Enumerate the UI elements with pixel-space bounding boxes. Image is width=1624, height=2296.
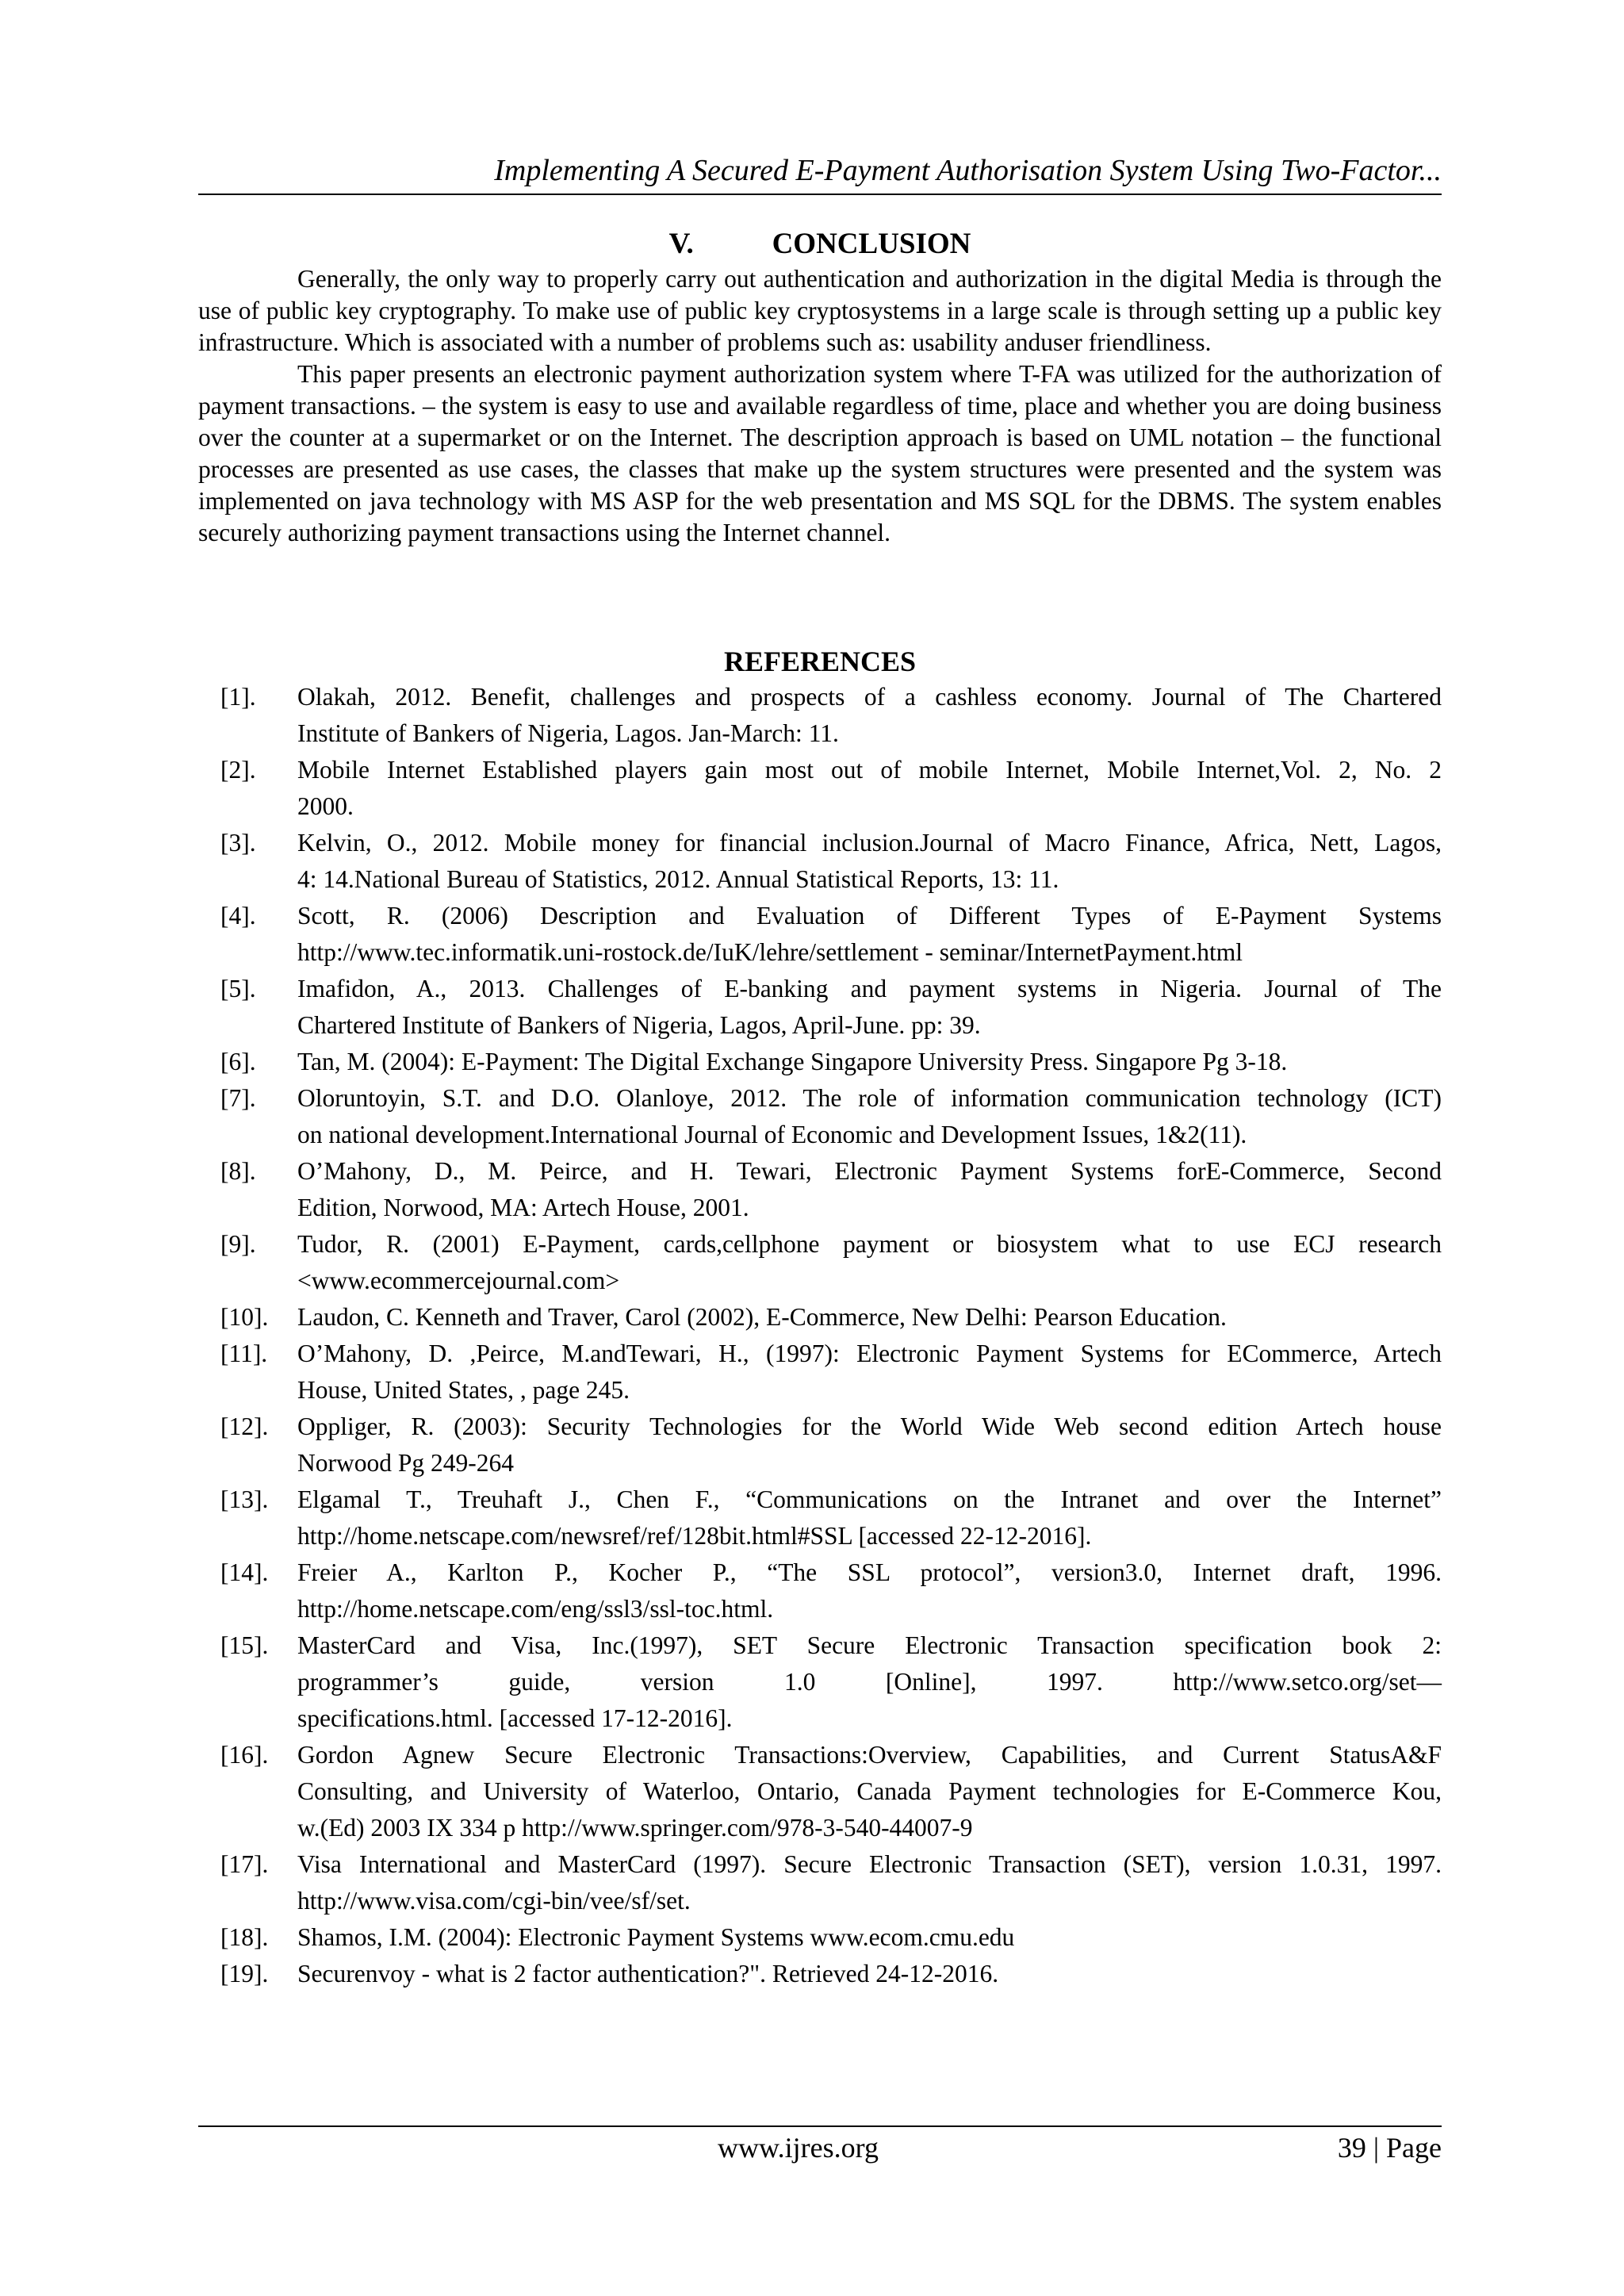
reference-text xyxy=(297,679,1442,752)
references-heading: REFERENCES xyxy=(723,646,917,677)
reference-line: Institute of Bankers of Nigeria, Lagos. Jan-March: 11. xyxy=(297,719,839,747)
reference-text xyxy=(297,898,1442,971)
reference-text xyxy=(297,1481,1442,1554)
reference-line: Securenvoy - what is 2 factor authentication?". Retrieved 24-12-2016. xyxy=(297,1960,999,1987)
reference-item xyxy=(198,679,1442,752)
section-heading-conclusion xyxy=(198,227,1442,262)
reference-item xyxy=(198,752,1442,825)
reference-text xyxy=(297,1226,1442,1299)
reference-item xyxy=(198,1080,1442,1153)
reference-item xyxy=(198,1481,1442,1554)
reference-item xyxy=(198,1299,1442,1336)
reference-line: Scott, R. (2006) Description and Evaluation of Different Types of E-Payment Systems xyxy=(297,902,1442,930)
reference-line: O’Mahony, D., M. Peirce, and H. Tewari, Electronic Payment Systems forE-Commerce, Second xyxy=(297,1157,1442,1185)
reference-text xyxy=(297,1919,1442,1956)
reference-number: [6]. xyxy=(220,1048,256,1075)
footer-rule xyxy=(198,2125,1442,2127)
reference-text xyxy=(297,1846,1442,1919)
reference-number: [17]. xyxy=(220,1850,269,1878)
reference-number: [12]. xyxy=(220,1412,269,1440)
reference-item xyxy=(198,825,1442,898)
reference-line: 2000. xyxy=(297,792,354,820)
reference-number: [1]. xyxy=(220,683,256,711)
reference-line: http://home.netscape.com/newsref/ref/128bit.html#SSL [accessed 22-12-2016]. xyxy=(297,1522,1092,1550)
reference-line: Visa International and MasterCard (1997). Secure Electronic Transaction (SET), version 1.0.31, 1997. xyxy=(297,1850,1442,1878)
reference-number: [18]. xyxy=(220,1923,269,1951)
reference-text xyxy=(297,1554,1442,1627)
reference-item xyxy=(198,1226,1442,1299)
reference-line: Oppliger, R. (2003): Security Technologies for the World Wide Web second edition Artech house xyxy=(297,1412,1442,1440)
reference-text xyxy=(297,971,1442,1044)
reference-text xyxy=(297,1737,1442,1846)
reference-number: [19]. xyxy=(220,1960,269,1987)
reference-text xyxy=(297,1627,1442,1737)
header-rule xyxy=(198,194,1442,195)
reference-text xyxy=(297,1409,1442,1481)
reference-line: MasterCard and Visa, Inc.(1997), SET Secure Electronic Transaction specification book 2: xyxy=(297,1631,1442,1659)
reference-text xyxy=(297,1956,1442,1992)
reference-line: O’Mahony, D. ,Peirce, M.andTewari, H., (1997): Electronic Payment Systems for ECommerce, Artech xyxy=(297,1340,1442,1367)
reference-text xyxy=(297,825,1442,898)
reference-line: Olakah, 2012. Benefit, challenges and prospects of a cashless economy. Journal of The Chartered xyxy=(297,683,1442,711)
reference-item xyxy=(198,1956,1442,1992)
reference-line: Consulting, and University of Waterloo, Ontario, Canada Payment technologies for E-Commerce Kou, xyxy=(297,1777,1442,1805)
reference-number: [7]. xyxy=(220,1084,256,1112)
reference-line: Chartered Institute of Bankers of Nigeria, Lagos, April-June. pp: 39. xyxy=(297,1011,981,1039)
reference-number: [8]. xyxy=(220,1157,256,1185)
reference-number: [9]. xyxy=(220,1230,256,1258)
reference-text xyxy=(297,1153,1442,1226)
reference-item xyxy=(198,1846,1442,1919)
reference-line: programmer’s guide, version 1.0 [Online], 1997. http://www.setco.org/set— xyxy=(297,1668,1442,1696)
reference-line: w.(Ed) 2003 IX 334 p http://www.springer.com/978-3-540-44007-9 xyxy=(297,1814,973,1842)
footer-url: www.ijres.org xyxy=(718,2132,879,2164)
section-title: CONCLUSION xyxy=(772,228,971,260)
reference-line: Laudon, C. Kenneth and Traver, Carol (2002), E-Commerce, New Delhi: Pearson Education. xyxy=(297,1303,1227,1331)
reference-line: Kelvin, O., 2012. Mobile money for financial inclusion.Journal of Macro Finance, Africa, Nett, Lagos, xyxy=(297,829,1442,857)
reference-text xyxy=(297,1336,1442,1409)
reference-line: Tudor, R. (2001) E-Payment, cards,cellphone payment or biosystem what to use ECJ research xyxy=(297,1230,1442,1258)
reference-line: http://www.visa.com/cgi-bin/vee/sf/set. xyxy=(297,1887,691,1915)
reference-line: http://www.tec.informatik.uni-rostock.de/IuK/lehre/settlement - seminar/InternetPayment.html xyxy=(297,938,1243,966)
reference-item xyxy=(198,1044,1442,1080)
reference-line: Mobile Internet Established players gain most out of mobile Internet, Mobile Internet,Vol. 2, No. 2 xyxy=(297,756,1442,784)
reference-line: Gordon Agnew Secure Electronic Transactions:Overview, Capabilities, and Current StatusA&F xyxy=(297,1741,1442,1769)
conclusion-paragraph-1: Generally, the only way to properly carry out authentication and authorization in the digital Media is through the use of public key cryptography. To make use of public key cryptosystems in a large scale is through setting up a public key infrastructure. Which is associated with a number of problems such as: usability anduser friendliness. xyxy=(198,265,1442,356)
reference-text xyxy=(297,1299,1442,1336)
reference-line: Norwood Pg 249-264 xyxy=(297,1449,514,1477)
reference-number: [16]. xyxy=(220,1741,269,1769)
reference-number: [4]. xyxy=(220,902,256,930)
reference-line: Imafidon, A., 2013. Challenges of E-banking and payment systems in Nigeria. Journal of The xyxy=(297,975,1442,1002)
reference-number: [3]. xyxy=(220,829,256,857)
reference-text xyxy=(297,1044,1442,1080)
reference-item xyxy=(198,971,1442,1044)
references-list xyxy=(198,679,1442,1992)
running-header: Implementing A Secured E-Payment Authorisation System Using Two-Factor... xyxy=(494,154,1442,187)
reference-item xyxy=(198,898,1442,971)
reference-line: http://home.netscape.com/eng/ssl3/ssl-toc.html. xyxy=(297,1595,774,1623)
reference-number: [13]. xyxy=(220,1485,269,1513)
reference-item xyxy=(198,1627,1442,1737)
reference-line: Elgamal T., Treuhaft J., Chen F., “Communications on the Intranet and over the Internet” xyxy=(297,1485,1442,1513)
reference-number: [14]. xyxy=(220,1558,269,1586)
reference-number: [2]. xyxy=(220,756,256,784)
reference-line: Shamos, I.M. (2004): Electronic Payment Systems www.ecom.cmu.edu xyxy=(297,1923,1015,1951)
reference-text xyxy=(297,1080,1442,1153)
conclusion-body xyxy=(198,263,1442,549)
reference-line: Freier A., Karlton P., Kocher P., “The SSL protocol”, version3.0, Internet draft, 1996. xyxy=(297,1558,1442,1586)
footer-page-number: 39 | Page xyxy=(1337,2132,1442,2164)
reference-line: 4: 14.National Bureau of Statistics, 2012. Annual Statistical Reports, 13: 11. xyxy=(297,865,1059,893)
reference-line: Edition, Norwood, MA: Artech House, 2001. xyxy=(297,1194,749,1221)
reference-item xyxy=(198,1554,1442,1627)
reference-text xyxy=(297,752,1442,825)
reference-item xyxy=(198,1153,1442,1226)
reference-line: on national development.International Journal of Economic and Development Issues, 1&2(11). xyxy=(297,1121,1247,1148)
reference-line: <www.ecommercejournal.com> xyxy=(297,1267,620,1294)
reference-number: [11]. xyxy=(220,1340,268,1367)
reference-item xyxy=(198,1919,1442,1956)
reference-item xyxy=(198,1737,1442,1846)
reference-line: House, United States, , page 245. xyxy=(297,1376,630,1404)
reference-item xyxy=(198,1336,1442,1409)
reference-line: Tan, M. (2004): E-Payment: The Digital Exchange Singapore University Press. Singapore Pg 3-18. xyxy=(297,1048,1288,1075)
conclusion-paragraph-2: This paper presents an electronic payment authorization system where T-FA was utilized for the authorization of payment transactions. – the system is easy to use and available regardless of time, place and whether you are doing business over the counter at a supermarket or on the Internet. The description approach is based on UML notation – the functional processes are presented as use cases, the classes that make up the system structures were presented and the system was implemented on java technology with MS ASP for the web presentation and MS SQL for the DBMS. The system enables securely authorizing payment transactions using the Internet channel. xyxy=(198,360,1442,546)
reference-number: [15]. xyxy=(220,1631,269,1659)
reference-item xyxy=(198,1409,1442,1481)
reference-line: specifications.html. [accessed 17-12-2016]. xyxy=(297,1704,733,1732)
section-number: V. xyxy=(668,228,694,260)
reference-number: [10]. xyxy=(220,1303,269,1331)
reference-line: Oloruntoyin, S.T. and D.O. Olanloye, 2012. The role of information communication technology (ICT) xyxy=(297,1084,1442,1112)
reference-number: [5]. xyxy=(220,975,256,1002)
